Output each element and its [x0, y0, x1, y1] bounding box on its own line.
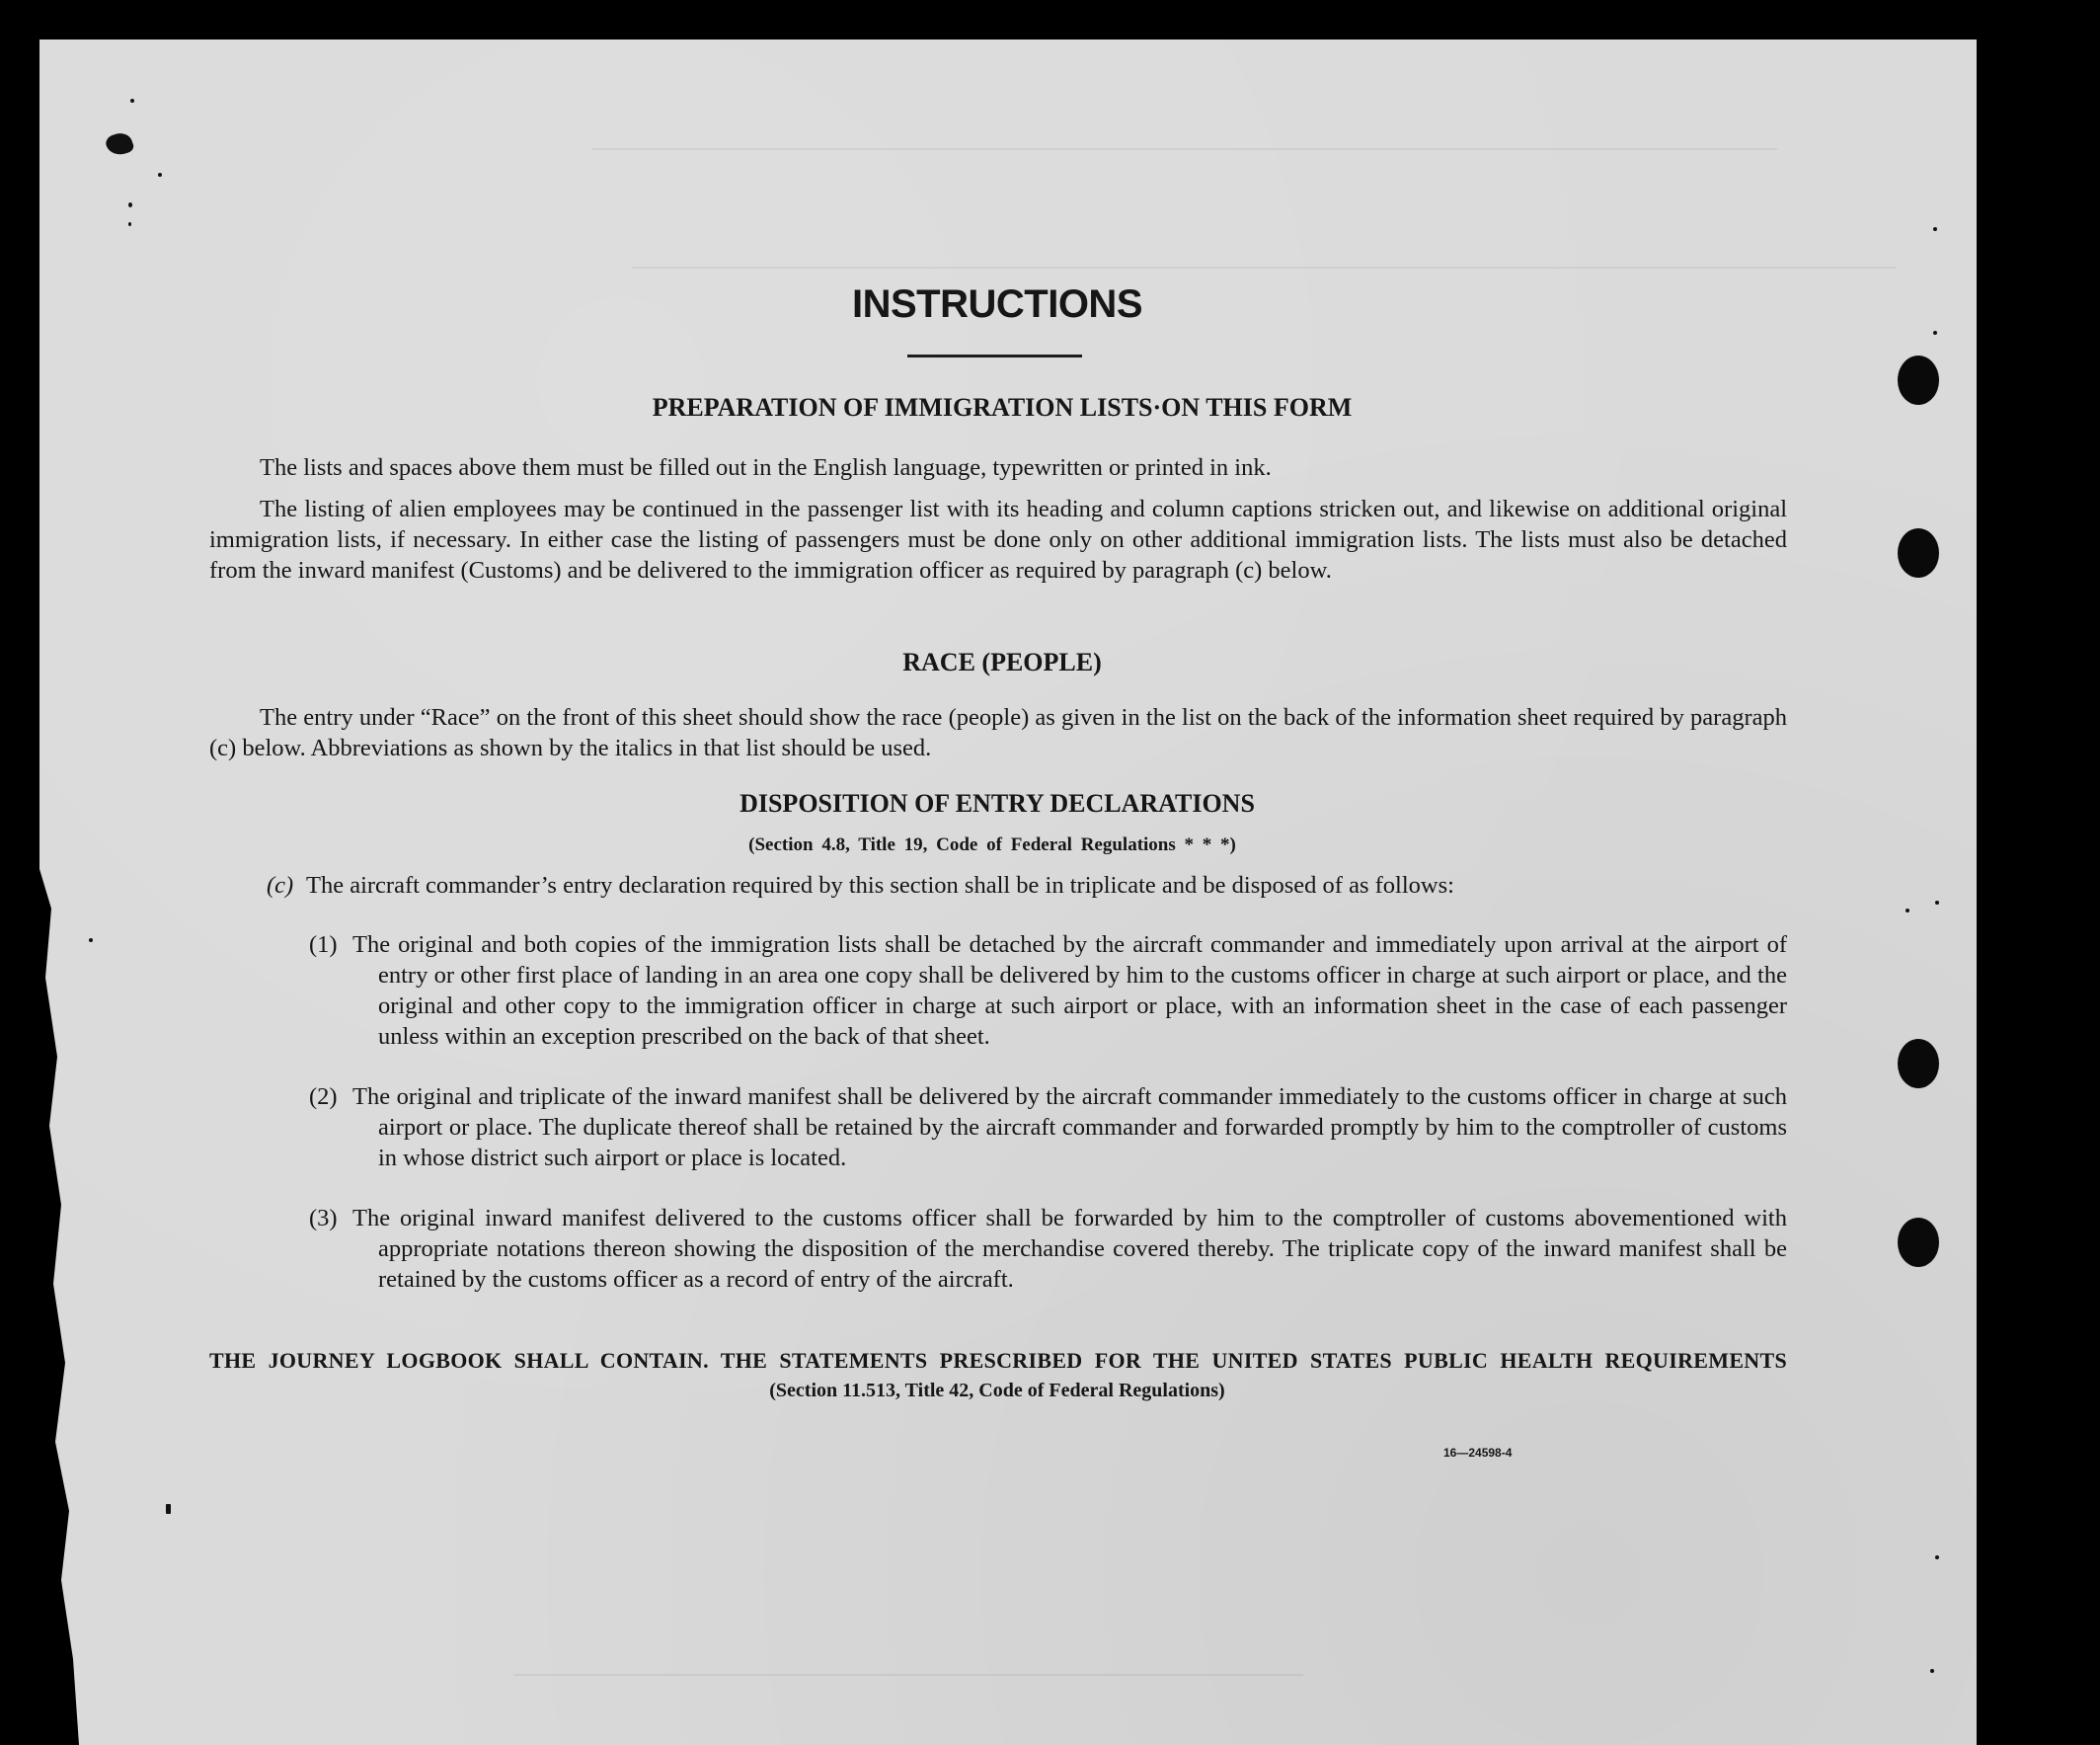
speck	[1906, 909, 1909, 912]
punch-hole	[1898, 1039, 1939, 1088]
speck	[128, 202, 132, 207]
section-heading-race: RACE (PEOPLE)	[902, 648, 1102, 676]
speck	[1933, 227, 1937, 231]
paragraph-lists-language: The lists and spaces above them must be filled out in the English language, typewritten or printed in ink.	[260, 454, 1272, 481]
speck	[1930, 1669, 1934, 1673]
footer-citation: (Section 11.513, Title 42, Code of Federal Regulations)	[769, 1380, 1225, 1401]
paragraph-alien-employees: The listing of alien employees may be continued in the passenger list with its heading and column captions stricken out, and likewise on additional original immigration lists, if necessary. In either case the listing of passengers must be done only on other additional immigration lists. The lists must also be detached from the inward manifest (Customs) and be delivered to the immigration officer as required by paragraph (c) below.	[209, 496, 1787, 584]
speck	[1933, 331, 1937, 335]
clause-c-intro: The aircraft commander’s entry declaration required by this section shall be in triplicate and be disposed of as follows:	[306, 872, 1454, 899]
page-title: INSTRUCTIONS	[852, 282, 1142, 326]
speck	[166, 1504, 171, 1514]
item-text-3: The original inward manifest delivered to the customs officer shall be forwarded by him to the comptroller of customs abovementioned with appropriate notations thereon showing the disposition of the merchandise covered thereby. The triplicate copy of the inward manifest shall be retained by the customs officer as a record of entry of the aircraft.	[352, 1205, 1787, 1293]
speck	[1935, 901, 1939, 905]
torn-page-edge	[39, 869, 99, 1745]
speck	[1935, 1555, 1939, 1559]
disposition-citation: (Section 4.8, Title 19, Code of Federal Regulations * * *)	[748, 834, 1236, 855]
section-heading-disposition: DISPOSITION OF ENTRY DECLARATIONS	[739, 789, 1255, 818]
form-number: 16—24598-4	[1443, 1446, 1513, 1460]
bleed-through	[632, 267, 1896, 269]
section-heading-preparation: PREPARATION OF IMMIGRATION LISTS·ON THIS FORM	[652, 393, 1353, 422]
punch-hole	[1898, 528, 1939, 578]
speck	[158, 173, 162, 177]
punch-hole	[1898, 1218, 1939, 1267]
item-number-1: (1)	[309, 931, 338, 958]
title-underline	[907, 355, 1082, 357]
speck	[128, 222, 131, 226]
bleed-through	[513, 1674, 1303, 1676]
item-text-2: The original and triplicate of the inward manifest shall be delivered by the aircraft commander immediately to the customs officer in charge at such airport or place. The duplicate thereof shall be retained by the aircraft commander and forwarded promptly by him to the comptroller of customs in whose district such airport or place is located.	[352, 1083, 1787, 1171]
item-number-3: (3)	[309, 1205, 338, 1231]
speck	[89, 938, 93, 942]
bleed-through	[592, 148, 1777, 150]
clause-label-c: (c)	[267, 872, 294, 899]
footer-statement: THE JOURNEY LOGBOOK SHALL CONTAIN. THE STATEMENTS PRESCRIBED FOR THE UNITED STATES PUBLIC HEALTH REQUIREMENTS	[209, 1348, 1787, 1373]
item-text-1: The original and both copies of the immigration lists shall be detached by the aircraft commander and immediately upon arrival at the airport of entry or other first place of landing in an area one copy shall be delivered by him to the customs officer in charge at such airport or place, and the original and other copy to the immigration officer in charge at such airport or place, with an information sheet in the case of each passenger unless within an exception prescribed on the back of that sheet.	[352, 931, 1787, 1050]
item-number-2: (2)	[309, 1083, 338, 1110]
speck	[130, 99, 134, 103]
paragraph-race: The entry under “Race” on the front of this sheet should show the race (people) as given in the list on the back of the information sheet required by paragraph (c) below. Abbreviations as shown by the italics in that list should be used.	[209, 704, 1787, 761]
